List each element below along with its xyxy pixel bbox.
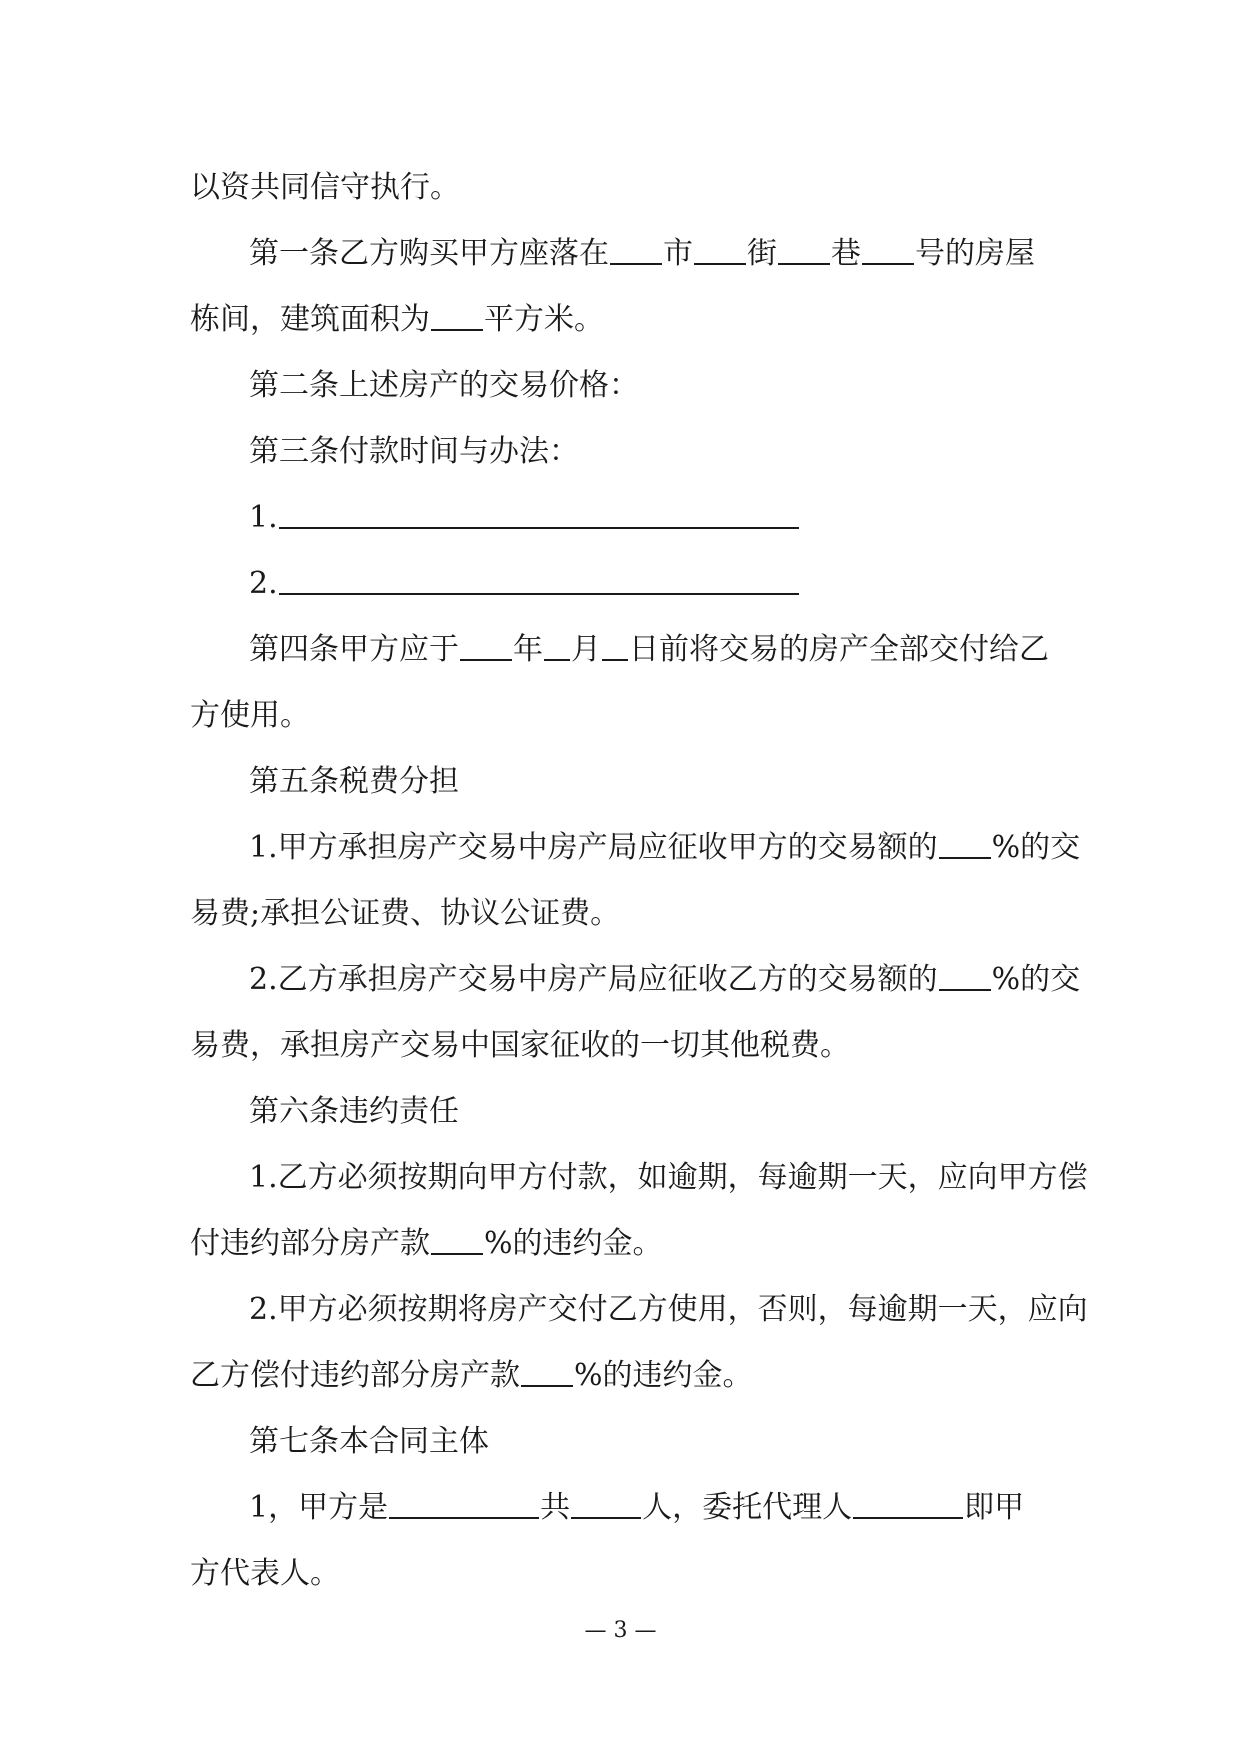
article-7-item-1-line-2 bbox=[190, 1541, 1062, 1607]
blank-field bbox=[939, 827, 991, 859]
article-6-item-2-line-2 bbox=[190, 1343, 1062, 1409]
article-6-item-1-line-2 bbox=[190, 1211, 1062, 1277]
text: 平方米。 bbox=[484, 302, 604, 337]
article-3 bbox=[190, 419, 1062, 485]
text: 易费，承担房产交易中国家征收的一切其他税费。 bbox=[190, 1028, 850, 1063]
text: 第四条甲方应于 bbox=[249, 632, 459, 667]
text: 第三条付款时间与办法： bbox=[249, 434, 579, 469]
text: 2. bbox=[249, 566, 278, 601]
blank-field bbox=[544, 629, 570, 661]
blank-field bbox=[521, 1355, 573, 1387]
article-6-item-2-line-1 bbox=[190, 1277, 1088, 1343]
text: 第六条违约责任 bbox=[249, 1094, 459, 1129]
blank-field bbox=[610, 233, 662, 265]
article-2 bbox=[190, 353, 1062, 419]
article-4-line-2 bbox=[190, 683, 1062, 749]
text: 巷 bbox=[831, 236, 861, 271]
paragraph-closing bbox=[190, 155, 1062, 221]
text: 1. bbox=[249, 500, 278, 535]
text: %的违约金。 bbox=[574, 1358, 753, 1393]
text: 方代表人。 bbox=[190, 1556, 340, 1591]
article-5-item-2-line-1 bbox=[190, 947, 1081, 1013]
text: 第七条本合同主体 bbox=[249, 1424, 489, 1459]
article-1-line-2 bbox=[190, 287, 1062, 353]
blank-field bbox=[431, 299, 483, 331]
text: 2.甲方必须按期将房产交付乙方使用，否则，每逾期一天，应向 bbox=[249, 1292, 1088, 1327]
blank-field bbox=[431, 1223, 483, 1255]
text: 1，甲方是 bbox=[249, 1490, 389, 1525]
text: 付违约部分房产款 bbox=[190, 1226, 430, 1261]
article-5-item-2-line-2 bbox=[190, 1013, 1062, 1079]
blank-field bbox=[279, 497, 799, 529]
text: 即甲 bbox=[964, 1490, 1025, 1525]
article-7 bbox=[190, 1409, 1062, 1475]
text: 年 bbox=[513, 632, 543, 667]
text: 日前将交易的房产全部交付给乙 bbox=[629, 632, 1049, 667]
article-5 bbox=[190, 749, 1062, 815]
text: 市 bbox=[663, 236, 693, 271]
text: 月 bbox=[571, 632, 601, 667]
blank-field bbox=[389, 1487, 539, 1519]
text: 共 bbox=[540, 1490, 571, 1525]
blank-field bbox=[939, 959, 991, 991]
text: 第二条上述房产的交易价格： bbox=[249, 368, 639, 403]
text: 号的房屋 bbox=[915, 236, 1035, 271]
text: 第五条税费分担 bbox=[249, 764, 459, 799]
article-5-item-1-line-2 bbox=[190, 881, 1062, 947]
article-3-item-2 bbox=[190, 551, 1062, 617]
text: 1.甲方承担房产交易中房产局应征收甲方的交易额的 bbox=[249, 830, 938, 865]
article-4-line-1 bbox=[190, 617, 1062, 683]
text: 第一条乙方购买甲方座落在 bbox=[249, 236, 609, 271]
text: 方使用。 bbox=[190, 698, 310, 733]
article-6-item-1-line-1 bbox=[190, 1145, 1088, 1211]
blank-field bbox=[460, 629, 512, 661]
blank-field bbox=[602, 629, 628, 661]
blank-field bbox=[778, 233, 830, 265]
text: 以资共同信守执行。 bbox=[190, 170, 460, 205]
article-6 bbox=[190, 1079, 1062, 1145]
article-3-item-1 bbox=[190, 485, 1062, 551]
text: 街 bbox=[747, 236, 777, 271]
text: 栋间，建筑面积为 bbox=[190, 302, 430, 337]
blank-field bbox=[279, 563, 799, 595]
contract-body bbox=[190, 155, 1088, 1607]
blank-field bbox=[862, 233, 914, 265]
text: 1.乙方必须按期向甲方付款，如逾期，每逾期一天，应向甲方偿 bbox=[249, 1160, 1088, 1195]
text: 易费;承担公证费、协议公证费。 bbox=[190, 896, 621, 931]
blank-field bbox=[571, 1487, 641, 1519]
text: %的交 bbox=[991, 830, 1081, 865]
article-1-line-1 bbox=[190, 221, 1062, 287]
text: 2.乙方承担房产交易中房产局应征收乙方的交易额的 bbox=[249, 962, 938, 997]
blank-field bbox=[694, 233, 746, 265]
blank-field bbox=[853, 1487, 963, 1519]
page-number: — 3 — bbox=[584, 1618, 657, 1643]
text: 乙方偿付违约部分房产款 bbox=[190, 1358, 520, 1393]
text: 人，委托代理人 bbox=[642, 1490, 853, 1525]
text: %的交 bbox=[991, 962, 1081, 997]
text: %的违约金。 bbox=[484, 1226, 663, 1261]
article-5-item-1-line-1 bbox=[190, 815, 1081, 881]
article-7-item-1-line-1 bbox=[190, 1475, 1062, 1541]
